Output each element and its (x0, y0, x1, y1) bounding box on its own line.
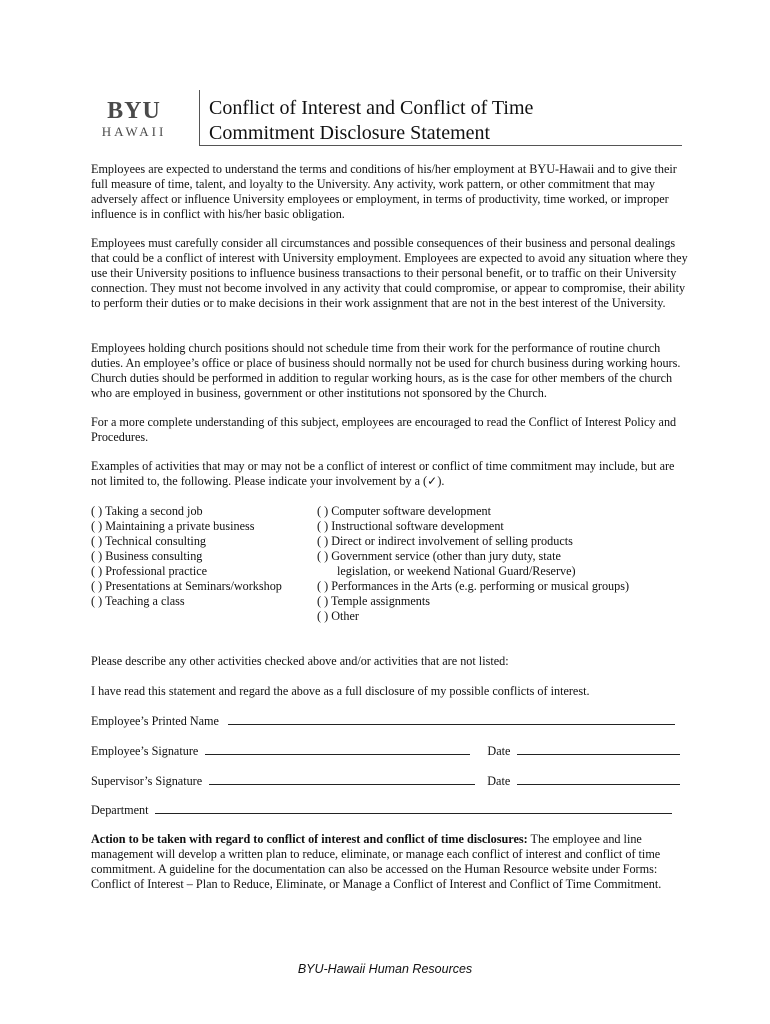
employee-date-label: Date (487, 744, 511, 758)
activity-checkbox-item[interactable]: ( ) Government service (other than jury duty, state (317, 549, 561, 563)
activity-checkbox-item[interactable]: ( ) Direct or indirect involvement of selling products (317, 534, 573, 548)
activity-checkbox-item[interactable]: ( ) Presentations at Seminars/workshop (91, 579, 282, 593)
activity-checkbox-item[interactable]: ( ) Other (317, 609, 359, 623)
department-line[interactable] (155, 802, 672, 814)
activity-checkbox-item[interactable]: ( ) Temple assignments (317, 594, 430, 608)
page-title (209, 96, 533, 146)
supervisor-signature-label: Supervisor’s Signature (91, 774, 203, 788)
department-label: Department (91, 803, 149, 817)
activity-list-left (91, 504, 282, 609)
activity-checkbox-item[interactable]: ( ) Performances in the Arts (e.g. performing or musical groups) (317, 579, 630, 593)
activity-checkbox-item[interactable]: ( ) Taking a second job (91, 504, 203, 518)
header-vertical-rule (199, 90, 200, 145)
describe-activities-prompt: Please describe any other activities checked above and/or activities that are not listed: (91, 654, 509, 668)
activity-checkbox-item[interactable]: ( ) Technical consulting (91, 534, 207, 548)
printed-name-line[interactable] (228, 713, 675, 725)
activity-checkbox-item[interactable]: ( ) Instructional software development (317, 519, 504, 533)
employee-signature-label: Employee’s Signature (91, 744, 199, 758)
activity-checkbox-item[interactable]: ( ) Computer software development (317, 504, 491, 518)
action-heading: Action to be taken with regard to conflict of interest and conflict of time disclosures: (91, 832, 528, 846)
policy-reference-paragraph: For a more complete understanding of this subject, employees are encouraged to read the Conflict of Interest Policy and Procedures. (91, 415, 677, 444)
activity-list-right (317, 504, 629, 624)
employee-signature-line[interactable] (205, 743, 470, 755)
disclosure-statement: I have read this statement and regard the above as a full disclosure of my possible conflicts of interest. (91, 684, 590, 698)
action-text: The employee and line management will develop a written plan to reduce, eliminate, or manage each conflict of interest and conflict of time commitment. A guideline for the documentation can also be accessed on the Human Resource website under Forms: Conflict of Interest – Plan to Reduce, Eliminate, or Manage a Conflict of Interest and Conflict of Time Commitment. (91, 832, 662, 891)
supervisor-date-label: Date (487, 774, 511, 788)
activity-item-continuation: legislation, or weekend National Guard/Reserve) (337, 564, 576, 578)
logo-text-bottom: HAWAII (101, 124, 167, 139)
printed-name-label: Employee’s Printed Name (91, 714, 219, 728)
activity-checkbox-item[interactable]: ( ) Business consulting (91, 549, 203, 563)
printed-name-row (91, 713, 675, 729)
page-footer: BYU-Hawaii Human Resources (297, 962, 473, 976)
logo-text-top: BYU (107, 98, 161, 124)
examples-paragraph: Examples of activities that may or may not be a conflict of interest or conflict of time commitment may include, but are not limited to, the following. Please indicate your involvement by a (✓). (91, 459, 675, 488)
employee-date-line[interactable] (517, 743, 680, 755)
department-row (91, 802, 672, 818)
employee-signature-row (91, 743, 680, 759)
consideration-paragraph: Employees must carefully consider all circumstances and possible consequences of their business and personal dealings that could be a conflict of interest with University employment. Employees are expected to avoid any situation where they use their University positions to influence business transactions to their personal benefit, or to traffic on their University connection. They must not become involved in any activity that could compromise, or appear to compromise, their ability to perform their duties or to make decisions in their work assignment that are not in the best interest of the University. (91, 236, 688, 310)
activity-checkbox-item[interactable]: ( ) Maintaining a private business (91, 519, 255, 533)
title-line-1: Conflict of Interest and Conflict of Time (209, 97, 534, 119)
title-line-2: Commitment Disclosure Statement (209, 122, 491, 144)
supervisor-date-line[interactable] (517, 773, 680, 785)
activity-checkbox-item[interactable]: ( ) Professional practice (91, 564, 208, 578)
activity-checkbox-item[interactable]: ( ) Teaching a class (91, 594, 185, 608)
church-positions-paragraph: Employees holding church positions should not schedule time from their work for the performance of routine church duties. An employee’s office or place of business should normally not be used for church business during working hours. Church duties should be performed in addition to regular working hours, as is the case for other members of the church who are employed in business, government or other institutions not sponsored by the Church. (91, 341, 681, 400)
byu-hawaii-logo (90, 100, 178, 140)
intro-paragraph: Employees are expected to understand the terms and conditions of his/her employment at BYU-Hawaii and to give their full measure of time, talent, and loyalty to the University. Any activity, work pattern, or other commitment that may adversely affect or influence University employees or employment, in terms of productivity, time worked, or improper influence is in conflict with his/her basic obligation. (91, 162, 677, 221)
action-paragraph (91, 832, 691, 892)
supervisor-signature-row (91, 773, 680, 789)
supervisor-signature-line[interactable] (209, 773, 475, 785)
